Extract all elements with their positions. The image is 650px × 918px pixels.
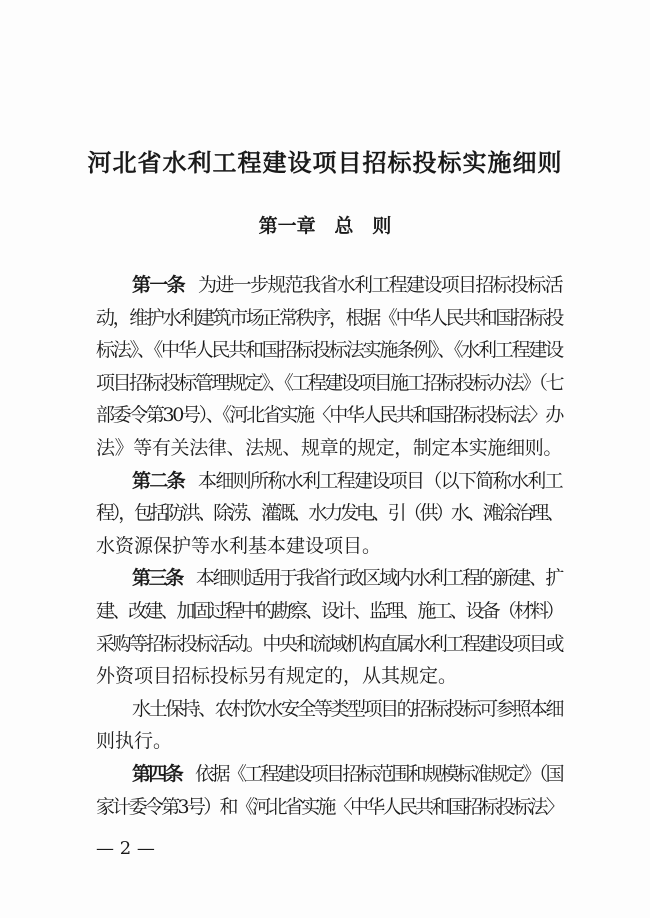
article-label: 第一条	[132, 274, 184, 296]
text-line	[96, 337, 562, 363]
article-label: 第四条	[132, 763, 182, 785]
text-line	[132, 272, 562, 298]
text-line	[132, 761, 562, 787]
line-text: 部委令第30号）、《河北省实施〈中华人民共和国招标投标法〉办	[96, 404, 562, 427]
line-text: 家计委令第3号）和《河北省实施〈中华人民共和国招标投标法〉	[96, 795, 562, 818]
text-line	[96, 500, 562, 526]
line-text: 水土保持、农村饮水安全等类型项目的招标投标可参照本细	[132, 697, 562, 720]
line-text: 采购等招标投标活动。中央和流域机构直属水利工程建设项目或	[96, 632, 562, 655]
text-line	[96, 663, 562, 689]
line-text: 为进一步规范我省水利工程建设项目招标投标活	[198, 274, 562, 296]
page-number: — 2 —	[96, 838, 155, 859]
text-line	[132, 696, 562, 722]
text-line	[96, 370, 562, 396]
line-text: 外资项目招标投标另有规定的，从其规定。	[96, 665, 458, 688]
line-text: 本细则所称水利工程建设项目（以下简称水利工	[198, 469, 562, 492]
text-line	[96, 402, 562, 428]
line-text: 水资源保护等水利基本建设项目。	[96, 534, 382, 557]
text-line	[96, 435, 562, 461]
text-line	[96, 305, 562, 331]
document-title: 河北省水利工程建设项目招标投标实施细则	[87, 148, 563, 177]
line-text: 动，维护水利建筑市场正常秩序，根据《中华人民共和国招标投	[96, 306, 562, 329]
line-text: 则执行。	[96, 730, 173, 753]
text-line	[96, 533, 562, 559]
article-label: 第二条	[132, 469, 184, 492]
text-line	[96, 728, 562, 754]
article-label: 第三条	[132, 567, 182, 590]
text-line	[132, 468, 562, 494]
line-text: 本细则适用于我省行政区域内水利工程的新建、扩	[195, 567, 562, 590]
line-text: 依据《工程建设项目招标范围和规模标准规定》（国	[195, 763, 562, 785]
line-text: 法》等有关法律、法规、规章的规定，制定本实施细则。	[96, 437, 562, 459]
text-line	[96, 598, 562, 624]
line-text: 程），包括防洪、除涝、灌溉、水力发电、引（供）水、滩涂治理、	[96, 502, 562, 525]
line-text: 标法》、《中华人民共和国招标投标法实施条例》、《水利工程建设	[96, 339, 562, 362]
chapter-number: 第一章	[258, 215, 316, 237]
text-line	[96, 794, 562, 820]
line-text: 项目招标投标管理规定》、《工程建设项目施工招标投标办法》（七	[96, 371, 562, 394]
chapter-heading	[0, 211, 650, 238]
text-line	[132, 565, 562, 591]
chapter-name: 总 则	[334, 215, 392, 237]
text-line	[96, 631, 562, 657]
line-text: 建、改建、加固过程中的勘察、设计、监理、施工、设备（材料）	[96, 600, 562, 622]
